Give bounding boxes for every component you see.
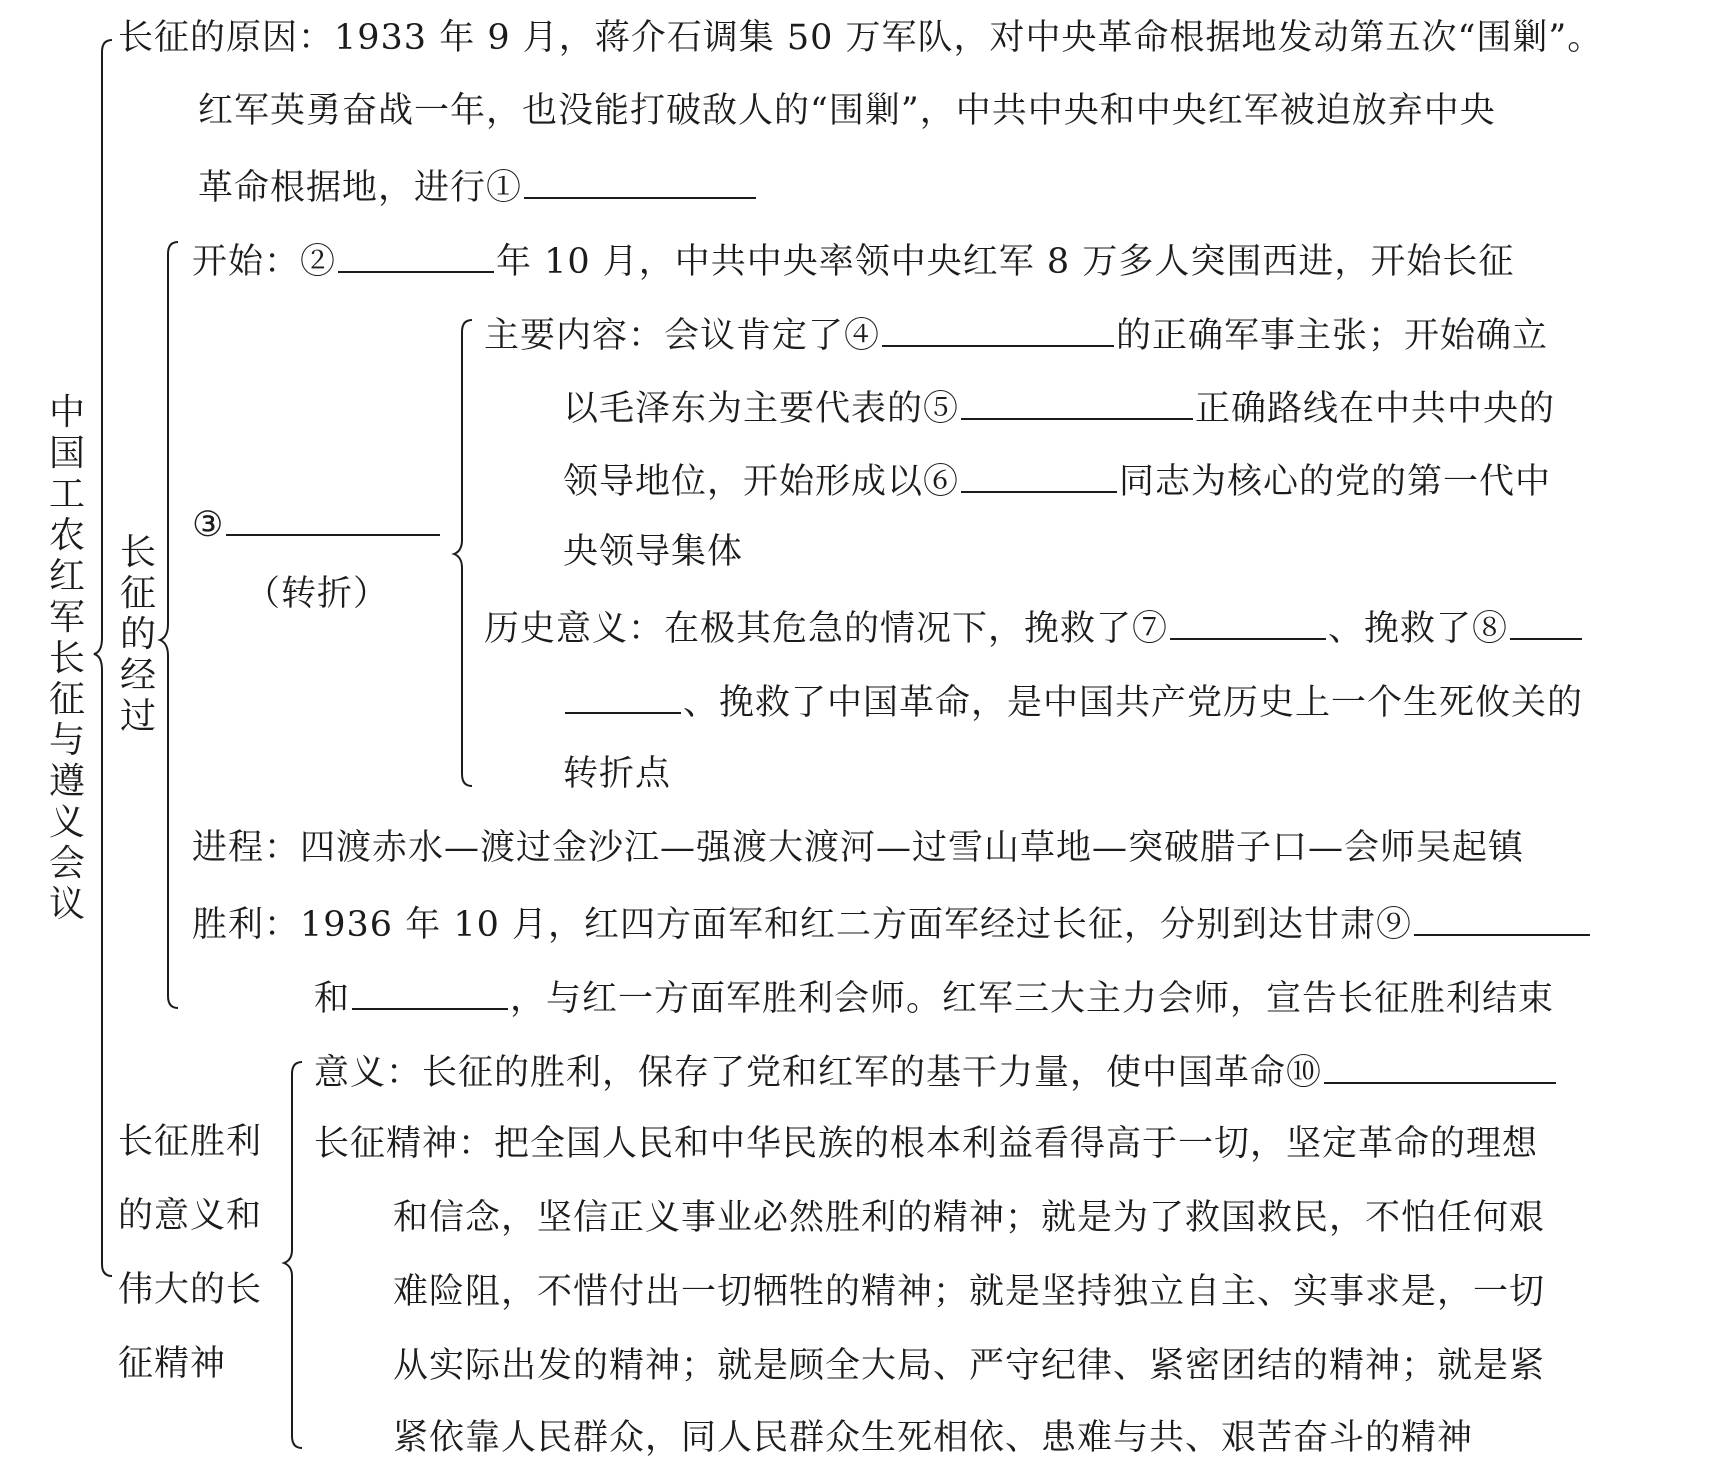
causes-line-1: 长征的原因：1933 年 9 月，蒋介石调集 50 万军队，对中央革命根据地发动第五次“围剿”。 (118, 18, 1604, 58)
content-line-1: 主要内容：会议肯定了④ 的正确军事主张；开始确立 (484, 311, 1548, 358)
blank-2 (338, 237, 494, 273)
process-bracket (164, 240, 184, 1010)
blank-6 (961, 457, 1117, 493)
blank-9a (1414, 900, 1590, 936)
blank-10 (1324, 1048, 1556, 1084)
content-line-4: 央领导集体 (563, 532, 744, 572)
main-bracket (98, 38, 118, 1278)
victory-line-1: 胜利：1936 年 10 月，红四方面军和红二方面军经过长征，分别到达甘肃⑨ (192, 900, 1592, 947)
spirit-line-1: 长征精神：把全国人民和中华民族的根本利益看得高于一切，坚定革命的理想 (314, 1124, 1539, 1164)
blank-8b (565, 678, 681, 714)
route-line: 进程：四渡赤水—渡过金沙江—强渡大渡河—过雪山草地—突破腊子口—会师吴起镇 (192, 828, 1525, 868)
meeting-note: （转折） (245, 574, 390, 614)
causes-line-3: 革命根据地，进行① (198, 163, 758, 210)
content-line-3: 领导地位，开始形成以⑥ 同志为核心的党的第一代中 (563, 457, 1551, 504)
spirit-label-line-3: 伟大的长 (118, 1270, 263, 1310)
significance-line-2: 、挽救了中国革命，是中国共产党历史上一个生死攸关的 (563, 678, 1583, 725)
spirit-label-line-4: 征精神 (118, 1344, 227, 1384)
meaning-line: 意义：长征的胜利，保存了党和红军的基干力量，使中国革命⑩ (314, 1048, 1558, 1095)
significance-line-1: 历史意义：在极其危急的情况下，挽救了⑦ 、挽救了⑧ (484, 604, 1584, 651)
blank-8a (1510, 604, 1582, 640)
spirit-label-line-1: 长征胜利 (118, 1122, 263, 1162)
victory-line-2: 和 ，与红一方面军胜利会师。红军三大主力会师，宣告长征胜利结束 (314, 974, 1554, 1021)
spirit-line-2: 和信念，坚信正义事业必然胜利的精神；就是为了救国救民，不怕任何艰 (393, 1198, 1546, 1238)
spirit-label-line-2: 的意义和 (118, 1196, 263, 1236)
spirit-line-4: 从实际出发的精神；就是顾全大局、严守纪律、紧密团结的精神；就是紧 (393, 1346, 1546, 1386)
causes-line-2: 红军英勇奋战一年，也没能打破敌人的“围剿”，中共中央和中央红军被迫放弃中央 (198, 91, 1496, 131)
start-line: 开始：② 年 10 月，中共中央率领中央红军 8 万多人突围西进，开始长征 (192, 237, 1514, 284)
meeting-bracket (458, 318, 478, 788)
meeting-line: ③ (192, 500, 442, 547)
blank-3 (226, 500, 440, 536)
blank-5 (961, 384, 1193, 420)
spirit-line-5: 紧依靠人民群众，同人民群众生死相依、患难与共、艰苦奋斗的精神 (393, 1418, 1474, 1458)
spirit-line-3: 难险阻，不惜付出一切牺牲的精神；就是坚持独立自主、实事求是，一切 (393, 1272, 1546, 1312)
blank-1 (524, 163, 756, 199)
blank-9b (352, 974, 508, 1010)
main-title: 中国工农红军长征与遵义会议 (48, 392, 85, 925)
blank-4 (882, 311, 1114, 347)
spirit-bracket (288, 1060, 308, 1450)
blank-7 (1170, 604, 1326, 640)
content-line-2: 以毛泽东为主要代表的⑤ 正确路线在中共中央的 (563, 384, 1555, 431)
significance-line-3: 转折点 (563, 754, 672, 794)
process-label: 长征的经过 (119, 532, 156, 737)
